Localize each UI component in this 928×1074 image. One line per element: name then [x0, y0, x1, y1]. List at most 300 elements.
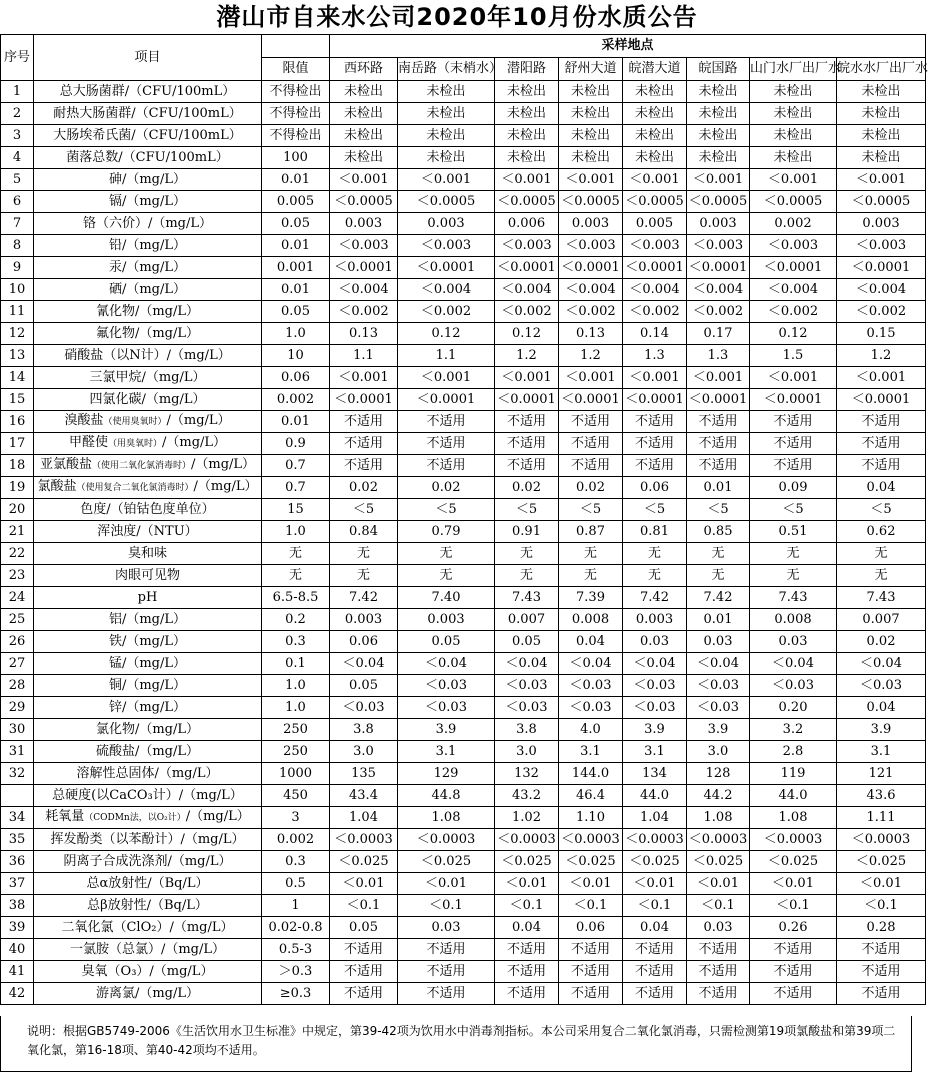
site-value: ＜0.025: [750, 851, 837, 873]
limit-value: 0.01: [262, 169, 330, 191]
site-value: 0.02: [495, 477, 559, 499]
limit-value: 250: [262, 719, 330, 741]
site-value: 不适用: [623, 433, 687, 455]
site-value: ＜0.001: [495, 169, 559, 191]
site-value: 不适用: [398, 411, 495, 433]
site-value: 7.43: [837, 587, 926, 609]
table-row: [1, 653, 926, 675]
site-value: 不适用: [837, 961, 926, 983]
limit-value: 0.002: [262, 389, 330, 411]
site-value: ＜0.001: [559, 367, 623, 389]
site-value: 3.1: [559, 741, 623, 763]
header-site: 舒州大道: [559, 58, 623, 81]
site-value: ＜5: [398, 499, 495, 521]
site-value: ＜0.001: [398, 169, 495, 191]
site-value: ＜0.0003: [559, 829, 623, 851]
site-value: 0.008: [559, 609, 623, 631]
site-value: ＜0.0001: [623, 389, 687, 411]
site-value: 无: [559, 565, 623, 587]
site-value: ＜0.01: [330, 873, 398, 895]
site-value: 0.14: [623, 323, 687, 345]
site-value: 未检出: [750, 147, 837, 169]
row-number: 21: [1, 521, 34, 543]
header-site: 皖潜大道: [623, 58, 687, 81]
site-value: 0.06: [559, 917, 623, 939]
site-value: 未检出: [559, 103, 623, 125]
site-value: 不适用: [330, 411, 398, 433]
site-value: 无: [330, 565, 398, 587]
table-row: [1, 587, 926, 609]
site-value: 0.01: [687, 609, 750, 631]
limit-value: 不得检出: [262, 125, 330, 147]
item-name: 耐热大肠菌群/（CFU/100mL）: [34, 103, 262, 125]
site-value: ＜0.01: [559, 873, 623, 895]
limit-value: 0.7: [262, 477, 330, 499]
site-value: ＜0.002: [398, 301, 495, 323]
site-value: 0.003: [837, 213, 926, 235]
site-value: 不适用: [837, 983, 926, 1005]
header-site: 西环路: [330, 58, 398, 81]
limit-value: 1.0: [262, 697, 330, 719]
row-number: 4: [1, 147, 34, 169]
row-number: 35: [1, 829, 34, 851]
site-value: 不适用: [837, 939, 926, 961]
site-value: ＜0.0005: [623, 191, 687, 213]
site-value: 0.003: [330, 609, 398, 631]
site-value: ＜0.0001: [687, 257, 750, 279]
item-name: 铬（六价）/（mg/L）: [34, 213, 262, 235]
limit-value: 0.002: [262, 829, 330, 851]
item-name: 硒/（mg/L）: [34, 279, 262, 301]
site-value: ＜0.003: [495, 235, 559, 257]
site-value: ＜0.0001: [330, 389, 398, 411]
row-number: 6: [1, 191, 34, 213]
site-value: ＜0.0001: [398, 389, 495, 411]
site-value: 0.05: [495, 631, 559, 653]
row-number: 38: [1, 895, 34, 917]
site-value: ＜0.003: [330, 235, 398, 257]
table-row: [1, 829, 926, 851]
item-name: 硫酸盐/（mg/L）: [34, 741, 262, 763]
site-value: 未检出: [623, 125, 687, 147]
site-value: 7.42: [687, 587, 750, 609]
site-value: ＜0.1: [398, 895, 495, 917]
site-value: 无: [623, 543, 687, 565]
header-limit: 限值: [262, 58, 330, 81]
item-name: 挥发酚类（以苯酚计）/（mg/L）: [34, 829, 262, 851]
site-value: 129: [398, 763, 495, 785]
table-row: [1, 433, 926, 455]
site-value: ＜0.003: [398, 235, 495, 257]
row-number: 7: [1, 213, 34, 235]
limit-value: 1: [262, 895, 330, 917]
limit-value: 0.3: [262, 631, 330, 653]
site-value: ＜0.002: [750, 301, 837, 323]
site-value: 0.03: [687, 917, 750, 939]
table-row: [1, 81, 926, 103]
row-number: 2: [1, 103, 34, 125]
table-row: [1, 785, 926, 807]
row-number: 41: [1, 961, 34, 983]
limit-value: 0.02-0.8: [262, 917, 330, 939]
table-row: [1, 499, 926, 521]
table-row: [1, 367, 926, 389]
site-value: 未检出: [837, 103, 926, 125]
row-number: 40: [1, 939, 34, 961]
site-value: 未检出: [398, 81, 495, 103]
item-name: 铝/（mg/L）: [34, 609, 262, 631]
item-name: 氟化物/（mg/L）: [34, 323, 262, 345]
item-name: [34, 455, 262, 477]
site-value: ＜0.004: [330, 279, 398, 301]
site-value: ＜0.002: [623, 301, 687, 323]
row-number: 37: [1, 873, 34, 895]
site-value: 0.03: [623, 631, 687, 653]
site-value: ＜0.03: [687, 675, 750, 697]
site-value: ＜0.0001: [398, 257, 495, 279]
site-value: 未检出: [837, 81, 926, 103]
limit-value: 0.05: [262, 213, 330, 235]
row-number: 12: [1, 323, 34, 345]
site-value: ＜0.0001: [837, 389, 926, 411]
site-value: 无: [623, 565, 687, 587]
row-number: 13: [1, 345, 34, 367]
row-number: 23: [1, 565, 34, 587]
table-row: [1, 103, 926, 125]
header-site: 南岳路（末梢水）: [398, 58, 495, 81]
site-value: 不适用: [687, 411, 750, 433]
limit-value: 不得检出: [262, 103, 330, 125]
site-value: 不适用: [495, 983, 559, 1005]
site-value: ＜0.001: [687, 169, 750, 191]
site-value: 未检出: [495, 147, 559, 169]
header-site: 皖水水厂出厂水: [837, 58, 926, 81]
site-value: 不适用: [495, 939, 559, 961]
table-row: [1, 609, 926, 631]
site-value: 0.13: [559, 323, 623, 345]
table-row: [1, 917, 926, 939]
table-row: [1, 741, 926, 763]
site-value: 不适用: [559, 983, 623, 1005]
site-value: 0.006: [495, 213, 559, 235]
limit-value: 0.1: [262, 653, 330, 675]
limit-value: 0.3: [262, 851, 330, 873]
site-value: 不适用: [687, 961, 750, 983]
site-value: ＜0.001: [559, 169, 623, 191]
site-value: 135: [330, 763, 398, 785]
item-name-unit: /（mg/L）: [166, 413, 231, 428]
site-value: ＜0.04: [559, 653, 623, 675]
site-value: 0.13: [330, 323, 398, 345]
site-value: ＜0.0005: [837, 191, 926, 213]
site-value: 1.3: [623, 345, 687, 367]
table-row: [1, 697, 926, 719]
site-value: 7.43: [750, 587, 837, 609]
limit-value: 0.5: [262, 873, 330, 895]
site-value: 3.8: [495, 719, 559, 741]
site-value: 1.08: [687, 807, 750, 829]
row-number: 3: [1, 125, 34, 147]
table-row: [1, 147, 926, 169]
site-value: 0.05: [398, 631, 495, 653]
site-value: 不适用: [750, 411, 837, 433]
table-row: [1, 323, 926, 345]
site-value: ＜0.003: [559, 235, 623, 257]
site-value: 3.9: [837, 719, 926, 741]
site-value: ＜0.003: [750, 235, 837, 257]
site-value: ＜0.03: [495, 697, 559, 719]
site-value: 无: [687, 543, 750, 565]
site-value: ＜0.04: [837, 653, 926, 675]
site-value: 未检出: [837, 125, 926, 147]
table-row: [1, 477, 926, 499]
site-value: 不适用: [559, 411, 623, 433]
site-value: 1.04: [330, 807, 398, 829]
item-name: 阴离子合成洗涤剂/（mg/L）: [34, 851, 262, 873]
site-value: 未检出: [623, 147, 687, 169]
site-value: ＜0.03: [687, 697, 750, 719]
site-value: 46.4: [559, 785, 623, 807]
row-number: 5: [1, 169, 34, 191]
row-number: 15: [1, 389, 34, 411]
site-value: 未检出: [559, 147, 623, 169]
site-value: ＜0.0003: [398, 829, 495, 851]
site-value: 0.28: [837, 917, 926, 939]
row-number: 17: [1, 433, 34, 455]
item-name-main: 甲醛使: [68, 435, 108, 450]
site-value: 无: [398, 565, 495, 587]
site-value: 不适用: [559, 961, 623, 983]
limit-value: 100: [262, 147, 330, 169]
site-value: ＜0.0005: [330, 191, 398, 213]
limit-value: 0.06: [262, 367, 330, 389]
table-row: [1, 939, 926, 961]
item-name-unit: /（mg/L）: [190, 457, 256, 472]
limit-value: 15: [262, 499, 330, 521]
site-value: 1.1: [398, 345, 495, 367]
item-name: 总大肠菌群/（CFU/100mL）: [34, 81, 262, 103]
site-value: 134: [623, 763, 687, 785]
item-name-main: 溴酸盐: [64, 413, 104, 428]
site-value: 未检出: [837, 147, 926, 169]
site-value: 0.87: [559, 521, 623, 543]
site-value: 0.02: [330, 477, 398, 499]
site-value: 0.003: [559, 213, 623, 235]
site-value: 不适用: [687, 983, 750, 1005]
site-value: 无: [687, 565, 750, 587]
site-value: 44.8: [398, 785, 495, 807]
row-number: 1: [1, 81, 34, 103]
site-value: 0.003: [623, 609, 687, 631]
site-value: ＜0.0001: [559, 389, 623, 411]
site-value: 不适用: [559, 433, 623, 455]
item-name: 四氯化碳/（mg/L）: [34, 389, 262, 411]
site-value: 0.06: [330, 631, 398, 653]
table-row: [1, 521, 926, 543]
site-value: ＜5: [495, 499, 559, 521]
site-value: ＜0.04: [750, 653, 837, 675]
site-value: ＜0.004: [398, 279, 495, 301]
table-row: [1, 455, 926, 477]
site-value: 0.03: [750, 631, 837, 653]
limit-value: 250: [262, 741, 330, 763]
site-value: 不适用: [330, 983, 398, 1005]
item-name-main: 耗氧量: [45, 809, 85, 824]
item-name: 铁/（mg/L）: [34, 631, 262, 653]
site-value: 43.2: [495, 785, 559, 807]
site-value: ＜0.0005: [398, 191, 495, 213]
limit-value: ＞0.3: [262, 961, 330, 983]
table-row: [1, 213, 926, 235]
row-number: 29: [1, 697, 34, 719]
item-name: 臭氧（O₃）/（mg/L）: [34, 961, 262, 983]
site-value: 不适用: [495, 411, 559, 433]
row-number: 27: [1, 653, 34, 675]
site-value: 未检出: [398, 147, 495, 169]
site-value: 0.51: [750, 521, 837, 543]
site-value: 不适用: [495, 433, 559, 455]
site-value: 3.1: [398, 741, 495, 763]
site-value: ＜0.0003: [837, 829, 926, 851]
site-value: 0.79: [398, 521, 495, 543]
limit-value: 0.7: [262, 455, 330, 477]
site-value: 7.42: [623, 587, 687, 609]
site-value: 无: [330, 543, 398, 565]
site-value: ＜0.03: [559, 697, 623, 719]
item-name: 镉/（mg/L）: [34, 191, 262, 213]
item-name: 锌/（mg/L）: [34, 697, 262, 719]
site-value: ＜0.025: [623, 851, 687, 873]
table-row: [1, 345, 926, 367]
site-value: 无: [837, 543, 926, 565]
site-value: ＜0.004: [495, 279, 559, 301]
site-value: ＜0.03: [623, 675, 687, 697]
site-value: 7.39: [559, 587, 623, 609]
item-name: [34, 477, 262, 499]
site-value: ＜0.0001: [495, 257, 559, 279]
site-value: 未检出: [330, 147, 398, 169]
site-value: 未检出: [750, 81, 837, 103]
item-name: 溶解性总固体/（mg/L）: [34, 763, 262, 785]
site-value: 1.10: [559, 807, 623, 829]
site-value: ＜0.002: [495, 301, 559, 323]
site-value: 3.1: [837, 741, 926, 763]
site-value: ＜0.001: [398, 367, 495, 389]
row-number: 26: [1, 631, 34, 653]
site-value: 2.8: [750, 741, 837, 763]
row-number: 39: [1, 917, 34, 939]
site-value: 不适用: [687, 433, 750, 455]
site-value: 0.02: [559, 477, 623, 499]
row-number: 42: [1, 983, 34, 1005]
table-row: [1, 411, 926, 433]
site-value: 不适用: [750, 939, 837, 961]
site-value: ＜0.1: [837, 895, 926, 917]
site-value: ＜0.03: [623, 697, 687, 719]
item-name: 三氯甲烷/（mg/L）: [34, 367, 262, 389]
site-value: ＜5: [687, 499, 750, 521]
item-name-note: （使用二氧化氯消毒时）: [91, 461, 191, 471]
site-value: ＜0.001: [495, 367, 559, 389]
item-name: [34, 433, 262, 455]
site-value: 不适用: [330, 939, 398, 961]
site-value: 44.0: [623, 785, 687, 807]
site-value: ＜0.1: [623, 895, 687, 917]
site-value: 0.06: [623, 477, 687, 499]
site-value: 1.08: [750, 807, 837, 829]
table-row: [1, 565, 926, 587]
site-value: 1.3: [687, 345, 750, 367]
site-value: 0.01: [687, 477, 750, 499]
site-value: ＜0.025: [330, 851, 398, 873]
site-value: 0.04: [837, 477, 926, 499]
site-value: 不适用: [495, 961, 559, 983]
site-value: ＜0.003: [687, 235, 750, 257]
site-value: 未检出: [495, 81, 559, 103]
limit-value: 0.01: [262, 279, 330, 301]
site-value: ＜0.025: [687, 851, 750, 873]
row-number: 16: [1, 411, 34, 433]
limit-value: 0.5-3: [262, 939, 330, 961]
site-value: ＜0.025: [495, 851, 559, 873]
table-row: [1, 543, 926, 565]
site-value: 0.007: [495, 609, 559, 631]
header-blank: [262, 35, 330, 58]
site-value: 不适用: [623, 983, 687, 1005]
header-seq: 序号: [1, 35, 34, 81]
site-value: 不适用: [623, 961, 687, 983]
site-value: ＜0.001: [330, 169, 398, 191]
limit-value: 0.005: [262, 191, 330, 213]
site-value: ＜0.0001: [837, 257, 926, 279]
site-value: ＜0.1: [750, 895, 837, 917]
site-value: ＜0.0001: [623, 257, 687, 279]
limit-value: 1000: [262, 763, 330, 785]
row-number: 31: [1, 741, 34, 763]
item-name: 一氯胺（总氯）/（mg/L）: [34, 939, 262, 961]
site-value: ＜0.1: [330, 895, 398, 917]
site-value: 未检出: [687, 81, 750, 103]
site-value: 7.43: [495, 587, 559, 609]
item-name: 铜/（mg/L）: [34, 675, 262, 697]
row-number: 28: [1, 675, 34, 697]
site-value: 0.04: [495, 917, 559, 939]
site-value: 1.2: [837, 345, 926, 367]
site-value: ＜0.001: [687, 367, 750, 389]
site-value: 不适用: [330, 961, 398, 983]
site-value: ＜0.03: [330, 697, 398, 719]
site-value: ＜5: [750, 499, 837, 521]
item-name: 色度/（铂钴色度单位）: [34, 499, 262, 521]
row-number: 9: [1, 257, 34, 279]
table-row: [1, 851, 926, 873]
site-value: 0.003: [687, 213, 750, 235]
site-value: ＜0.04: [330, 653, 398, 675]
site-value: ＜0.01: [623, 873, 687, 895]
item-name: 硝酸盐（以N计）/（mg/L）: [34, 345, 262, 367]
table-row: [1, 895, 926, 917]
site-value: ＜0.0001: [750, 389, 837, 411]
header-site: 山门水厂出厂水: [750, 58, 837, 81]
site-value: 不适用: [750, 961, 837, 983]
table-row: [1, 961, 926, 983]
row-number: 20: [1, 499, 34, 521]
site-value: ＜0.002: [330, 301, 398, 323]
item-name: 铅/（mg/L）: [34, 235, 262, 257]
site-value: ＜0.0001: [750, 257, 837, 279]
limit-value: 1.0: [262, 675, 330, 697]
site-value: 不适用: [837, 433, 926, 455]
